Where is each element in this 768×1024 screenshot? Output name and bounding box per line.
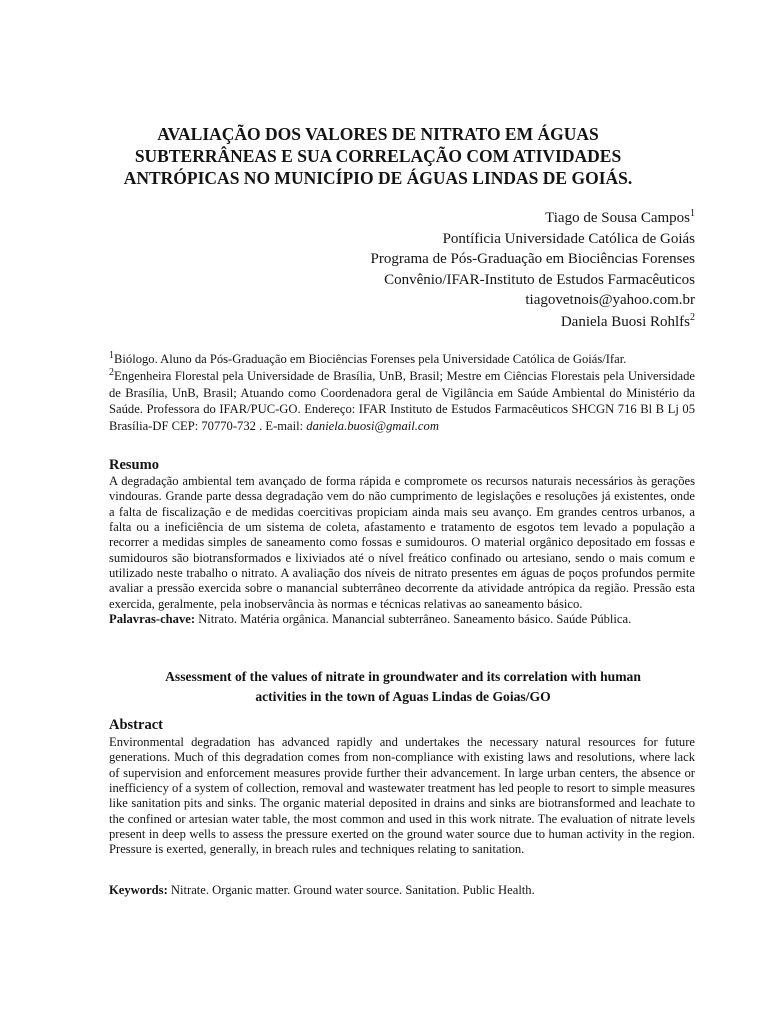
author1-affiliation-institute: Convênio/IFAR-Instituto de Estudos Farmacêuticos — [384, 271, 695, 288]
author1-affiliation-program: Programa de Pós-Graduação em Biociências Forenses — [370, 251, 695, 267]
footnote-2-email: daniela.buosi@gmail.com — [306, 419, 439, 434]
author1-name-line — [371, 208, 696, 229]
abstract-keywords-text: Nitrate. Organic matter. Ground water source. Sanitation. Public Health. — [170, 883, 535, 897]
resumo-section — [109, 474, 695, 627]
abstract-keywords — [109, 883, 535, 898]
author1-email: tiagovetnois@yahoo.com.br — [525, 292, 695, 308]
title-line: ANTRÓPICAS NO MUNICÍPIO DE ÁGUAS LINDAS DE GOIÁS. — [123, 168, 633, 188]
abstract-section — [109, 735, 695, 858]
author1-block — [371, 208, 696, 311]
author1-name: Tiago de Sousa Campos — [545, 210, 690, 226]
abstract-text: Environmental degradation has advanced rapidly and undertakes the necessary natural resources for future generations. Much of this degradation comes from non-compliance with existing laws and resolutions, where lack of supervision and enforcement measures provide further their advancement. In large urban centers, the absence or inefficiency of a system of collection, removal and wastewater treatment has led people to resort to simple measures like sanitation pits and sinks. The organic material deposited in drains and sinks are biotransformed and leachate to the confined or artesian water table, the most common and used in this work nitrate. The evaluation of nitrate levels present in deep wells to assess the pressure exerted on the ground water source due to human activity in the region. Pressure is exerted, generally, in breach rules and techniques relating to sanitation. — [109, 735, 695, 857]
author2-name: Daniela Buosi Rohlfs — [560, 314, 690, 330]
author1-mark: 1 — [690, 208, 695, 219]
title-line: SUBTERRÂNEAS E SUA CORRELAÇÃO COM ATIVIDADES — [134, 146, 622, 166]
footnote-2 — [109, 368, 695, 435]
footnote-2-mark: 2 — [109, 366, 114, 378]
footnote-1 — [109, 351, 695, 368]
footnote-1-mark: 1 — [109, 349, 114, 361]
author2-mark: 2 — [690, 312, 695, 323]
english-title-line: Assessment of the values of nitrate in groundwater and its correlation with human — [165, 669, 641, 684]
resumo-keywords — [109, 612, 695, 627]
abstract-heading: Abstract — [109, 717, 163, 733]
paper-title — [100, 123, 656, 189]
author1-affiliation-university: Pontíficia Universidade Católica de Goiás — [442, 230, 695, 247]
title-line: AVALIAÇÃO DOS VALORES DE NITRATO EM ÁGUAS — [157, 124, 599, 144]
resumo-text: A degradação ambiental tem avançado de forma rápida e compromete os recursos naturais necessários às gerações vindouras. Grande parte dessa degradação vem do não cumprimento de legislações e resoluções já existentes, onde a falta de fiscalização e de medidas coercitivas propiciam ainda mais seu avanço. Em grandes centros urbanos, a falta ou a ineficiência de um sistema de coleta, afastamento e tratamento de esgotos tem levado a população a recorrer a medidas simples de saneamento como fossas e sumidouros. O material orgânico depositado em fossas e sumidouros são biotransformados e lixiviados até o nível freático confinado ou artesiano, sendo o mais comum e utilizado neste trabalho o nitrato. A avaliação dos níveis de nitrato presentes em águas de poços profundos permite avaliar a pressão exercida sobre o manancial subterrâneo decorrente da atividade antrópica da região. Pressão esta exercida, geralmente, pela inobservância às normas e técnicas relativas ao saneamento básico. — [109, 474, 695, 611]
resumo-heading: Resumo — [109, 457, 159, 473]
footnote-2-text: Engenheira Florestal pela Universidade de Brasília, UnB, Brasil; Mestre em Ciências Florestais pela Universidade de Brasília, UnB, Brasil; Atuando como Coordenadora geral de Vigilância em Saúde Ambiental do Ministério da Saúde. Professora do IFAR/PUC-GO. Endereço: IFAR Instituto de Estudos Farmacêuticos SHCGN 716 Bl B Lj 05 Brasília-DF CEP: 70770-732 . E-mail: — [109, 368, 695, 434]
abstract-keywords-label: Keywords: — [109, 883, 168, 897]
author2-name-line — [561, 314, 695, 331]
english-title-line: activities in the town of Aguas Lindas de Goias/GO — [255, 688, 551, 704]
english-title — [112, 667, 694, 706]
resumo-keywords-text: Nitrato. Matéria orgânica. Manancial subterrâneo. Saneamento básico. Saúde Pública. — [198, 612, 632, 627]
resumo-keywords-label: Palavras-chave: — [109, 612, 196, 627]
author-footnotes — [109, 351, 695, 435]
footnote-1-text: Biólogo. Aluno da Pós-Graduação em Biociências Forenses pela Universidade Católica de Goiás/Ifar. — [114, 352, 627, 366]
